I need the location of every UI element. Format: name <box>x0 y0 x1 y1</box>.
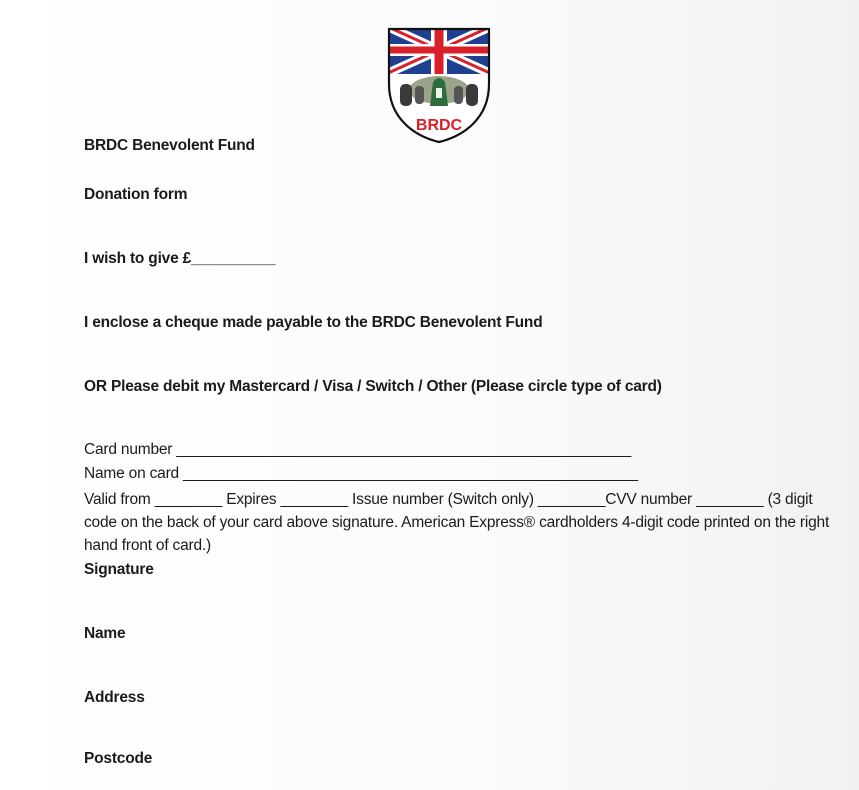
name-field[interactable]: Name <box>84 625 126 642</box>
card-number-field[interactable]: Card number ______________________________________________________ <box>84 441 632 458</box>
cvv-explanation-end: hand front of card.) <box>84 537 211 554</box>
form-subtitle: Donation form <box>84 186 188 203</box>
cvv-explanation: code on the back of your card above signature. American Express® cardholders 4-digit code printed on the right <box>84 514 830 531</box>
fund-title: BRDC Benevolent Fund <box>84 137 255 154</box>
brdc-logo <box>386 26 492 144</box>
logo-text: BRDC <box>415 117 463 134</box>
give-amount-field[interactable]: I wish to give £__________ <box>84 250 276 267</box>
postcode-field[interactable]: Postcode <box>84 750 153 767</box>
cheque-statement: I enclose a cheque made payable to the BRDC Benevolent Fund <box>84 314 543 331</box>
valid-expires-line[interactable]: Valid from ________ Expires ________ Issue number (Switch only) ________CVV number ________ (3 digit <box>84 491 813 508</box>
card-type-statement: OR Please debit my Mastercard / Visa / Switch / Other (Please circle type of card) <box>84 378 662 395</box>
signature-field[interactable]: Signature <box>84 561 154 578</box>
name-on-card-field[interactable]: Name on card ______________________________________________________ <box>84 465 638 482</box>
card-details-fields[interactable] <box>84 488 829 557</box>
address-field[interactable]: Address <box>84 689 145 706</box>
